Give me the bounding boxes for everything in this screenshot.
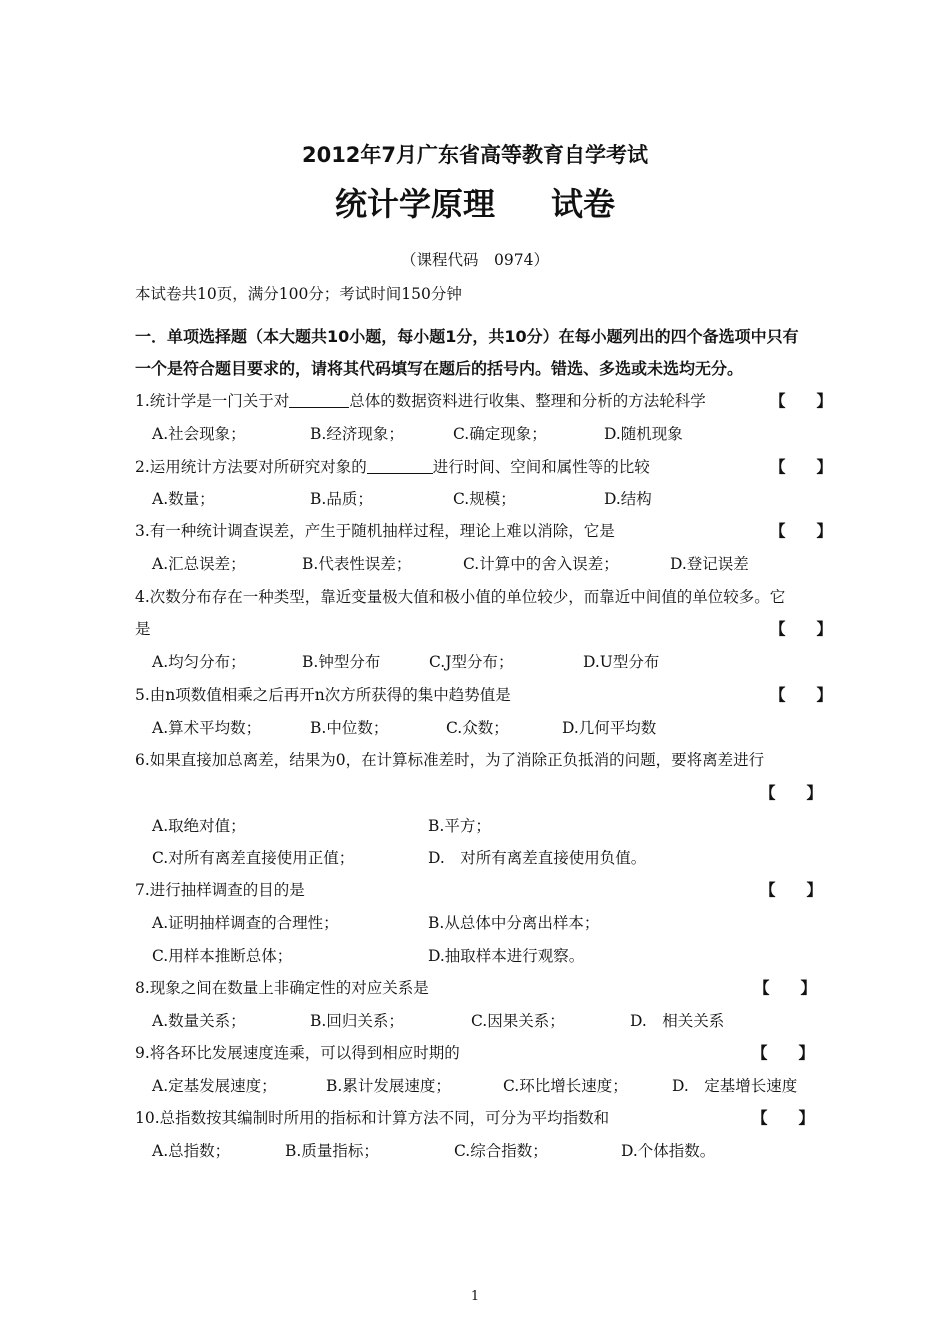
subject-name: 统计学原理 (334, 185, 495, 223)
answer-bracket: 【 】 (760, 783, 823, 802)
question-8: 8.现象之间在数量上非确定性的对应关系是 (135, 979, 429, 997)
question-10: 10.总指数按其编制时所用的指标和计算方法不同，可分为平均指数和 (135, 1109, 610, 1127)
option-c: C.众数； (446, 719, 509, 737)
option-b: B.经济现象； (310, 425, 404, 443)
question-3: 3.有一种统计调查误差，产生于随机抽样过程，理论上难以消除，它是 (135, 522, 615, 540)
option-d: D. 定基增长速度 (672, 1077, 798, 1095)
option-d: D.抽取样本进行观察。 (428, 947, 585, 965)
question-7: 7.进行抽样调查的目的是 (135, 881, 305, 899)
option-b: B.质量指标； (285, 1142, 379, 1160)
question-2: 2.运用统计方法要对所研究对象的 进行时间、空间和属性等的比较 (135, 458, 650, 476)
option-c: C.用样本推断总体； (152, 947, 293, 965)
answer-bracket: 【 】 (770, 685, 833, 704)
option-b: B.从总体中分离出样本； (428, 914, 600, 932)
answer-bracket: 【 】 (770, 391, 833, 410)
option-b: B.品质； (310, 490, 373, 508)
paper-label: 试卷 (551, 185, 616, 223)
option-d: D.几何平均数 (562, 719, 657, 737)
option-a: A.取绝对值； (152, 817, 246, 835)
exam-title: 2012年7月广东省高等教育自学考试 (301, 143, 649, 167)
answer-bracket: 【 】 (760, 880, 823, 899)
option-a: A.算术平均数； (152, 719, 262, 737)
answer-bracket: 【 】 (752, 1043, 815, 1062)
answer-bracket: 【 】 (770, 457, 833, 476)
option-c: C.因果关系； (471, 1012, 565, 1030)
answer-bracket: 【 】 (770, 619, 833, 638)
question-4-cont: 是 (135, 620, 151, 638)
option-c: C.确定现象； (453, 425, 547, 443)
answer-bracket: 【 】 (770, 521, 833, 540)
option-b: B.钟型分布 (302, 653, 381, 671)
option-b: B.代表性误差； (302, 555, 412, 573)
section-heading-line1: 一．单项选择题（本大题共10小题，每小题1分，共10分）在每小题列出的四个备选项中只有 (135, 327, 799, 346)
option-c: C.对所有离差直接使用正值； (152, 849, 355, 867)
option-a: A.证明抽样调查的合理性； (152, 914, 339, 932)
option-d: D. 对所有离差直接使用负值。 (428, 849, 647, 867)
option-a: A.汇总误差； (152, 555, 246, 573)
answer-bracket: 【 】 (752, 1108, 815, 1127)
exam-info: 本试卷共10页，满分100分；考试时间150分钟 (135, 285, 462, 303)
question-4: 4.次数分布存在一种类型，靠近变量极大值和极小值的单位较少，而靠近中间值的单位较多。它 (135, 588, 786, 606)
option-d: D.结构 (604, 490, 652, 508)
option-d: D.随机现象 (604, 425, 683, 443)
option-c: C.环比增长速度； (503, 1077, 628, 1095)
option-a: A.定基发展速度； (152, 1077, 277, 1095)
option-b: B.回归关系； (310, 1012, 404, 1030)
page-number: 1 (470, 1289, 480, 1304)
option-d: D.个体指数。 (621, 1142, 716, 1160)
option-d: D.登记误差 (670, 555, 749, 573)
course-code: （课程代码 0974） (401, 251, 549, 269)
option-a: A.总指数； (152, 1142, 231, 1160)
answer-blank (367, 459, 433, 474)
option-b: B.累计发展速度； (326, 1077, 451, 1095)
question-6: 6.如果直接加总离差，结果为0，在计算标准差时，为了消除正负抵消的问题，要将离差进行 (135, 751, 765, 769)
answer-blank (289, 393, 349, 408)
option-a: A.均匀分布； (152, 653, 246, 671)
answer-bracket: 【 】 (754, 978, 817, 997)
question-5: 5.由n项数值相乘之后再开n次方所获得的集中趋势值是 (135, 686, 511, 704)
section-heading-line2: 一个是符合题目要求的，请将其代码填写在题后的括号内。错选、多选或未选均无分。 (135, 359, 744, 378)
question-1: 1.统计学是一门关于对 总体的数据资料进行收集、整理和分析的方法轮科学 (135, 392, 706, 410)
option-d: D.U型分布 (583, 653, 660, 671)
option-a: A.数量； (152, 490, 215, 508)
option-c: C.规模； (453, 490, 516, 508)
option-c: C.综合指数； (454, 1142, 548, 1160)
option-a: A.数量关系； (152, 1012, 246, 1030)
subject-title (0, 179, 950, 225)
option-c: C.计算中的舍入误差； (463, 555, 619, 573)
question-9: 9.将各环比发展速度连乘，可以得到相应时期的 (135, 1044, 460, 1062)
option-d: D. 相关关系 (630, 1012, 725, 1030)
option-b: B.平方； (428, 817, 491, 835)
option-c: C.J型分布； (429, 653, 514, 671)
option-b: B.中位数； (310, 719, 389, 737)
option-a: A.社会现象； (152, 425, 246, 443)
